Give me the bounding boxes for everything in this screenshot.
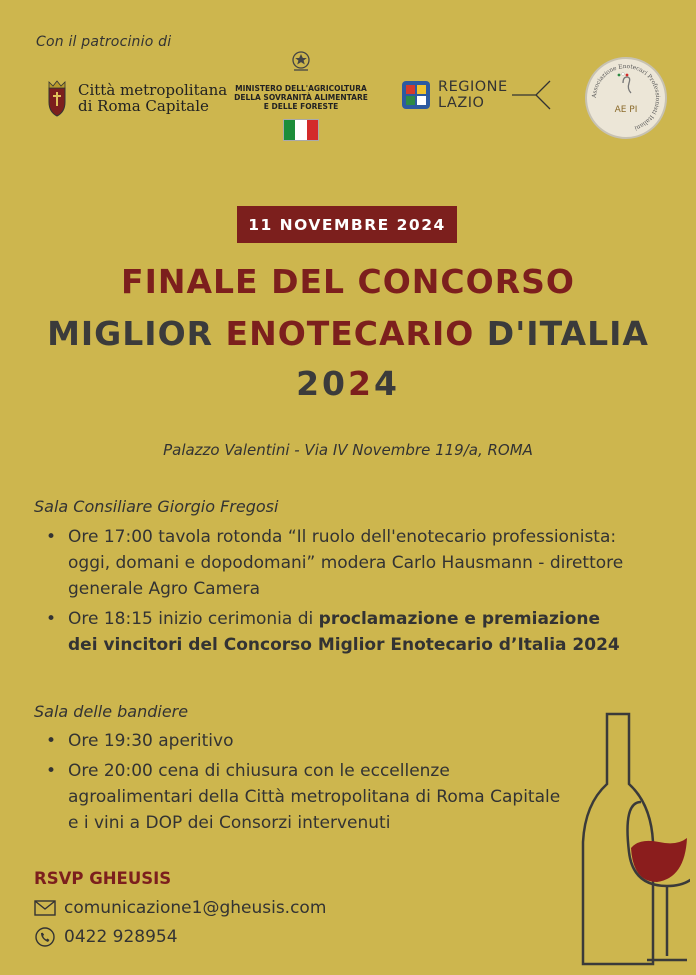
sala1-item2-bold2: dei vincitori del Concorso Miglior Enotecario d’Italia 2024 bbox=[68, 635, 620, 655]
roma-line2: di Roma Capitale bbox=[78, 97, 209, 115]
sala1-item1-line1: • Ore 17:00 tavola rotonda “Il ruolo dell'enotecario professionista: bbox=[68, 527, 617, 547]
phone-icon bbox=[34, 927, 56, 947]
repubblica-emblem-icon bbox=[290, 48, 312, 74]
title-year bbox=[0, 364, 696, 403]
aepi-ring-text: Associazione Enotecari Professionisti Italiani bbox=[591, 63, 661, 131]
contact-email[interactable] bbox=[34, 898, 326, 918]
title-line-2 bbox=[0, 314, 696, 353]
sala2-item2-line2: agroalimentari della Città metropolitana di Roma Capitale bbox=[68, 787, 561, 807]
list-item bbox=[34, 728, 594, 754]
roma-crest-icon bbox=[44, 78, 70, 118]
year-part-a: 20 bbox=[296, 364, 348, 403]
list-item bbox=[34, 758, 594, 836]
lazio-arrow-icon bbox=[510, 78, 554, 112]
ministero-line1: MINISTERO DELL'AGRICOLTURA bbox=[235, 84, 367, 93]
event-date-badge: 11 NOVEMBRE 2024 bbox=[237, 206, 457, 243]
italian-flag-icon bbox=[283, 119, 319, 141]
year-part-c: 4 bbox=[373, 364, 400, 403]
sala1-item2-pre: Ore 18:15 inizio cerimonia di bbox=[68, 609, 319, 629]
lazio-line1: REGIONE bbox=[438, 79, 508, 95]
sala2-item2-line1: • Ore 20:00 cena di chiusura con le eccellenze bbox=[68, 761, 450, 781]
sala1-item1-line2: oggi, domani e dopodomani” modera Carlo Hausmann - direttore bbox=[68, 553, 624, 573]
logo-ministero bbox=[228, 48, 374, 141]
ministero-line2: DELLA SOVRANITÀ ALIMENTARE bbox=[234, 93, 368, 102]
title-line-1: FINALE DEL CONCORSO bbox=[121, 262, 575, 301]
wine-bottle-glass-illustration bbox=[575, 710, 690, 972]
lazio-line2: LAZIO bbox=[438, 95, 485, 111]
roma-line1: Città metropolitana bbox=[78, 81, 228, 99]
email-text[interactable]: comunicazione1@gheusis.com bbox=[64, 898, 327, 918]
sala-bandiere-title: Sala delle bandiere bbox=[34, 702, 189, 721]
sala2-item2-line3: e i vini a DOP dei Consorzi intervenuti bbox=[68, 813, 391, 833]
aepi-initials: AE PI bbox=[614, 105, 638, 115]
sala-bandiere-list bbox=[34, 728, 594, 836]
list-item bbox=[34, 606, 674, 658]
aepi-seal-icon bbox=[587, 59, 665, 137]
envelope-icon bbox=[34, 900, 56, 916]
year-part-b: 2 bbox=[348, 364, 374, 403]
logo-aepi bbox=[585, 57, 667, 139]
title-line-2-c: D'ITALIA bbox=[474, 314, 649, 353]
title-line-2-a: MIGLIOR bbox=[47, 314, 226, 353]
patrocinio-label: Con il patrocinio di bbox=[36, 34, 172, 50]
logo-regione-lazio bbox=[400, 78, 554, 112]
phone-text[interactable]: 0422 928954 bbox=[64, 927, 178, 947]
title-line-2-b: ENOTECARIO bbox=[225, 314, 475, 353]
ministero-line3: E DELLE FORESTE bbox=[263, 102, 339, 111]
regione-lazio-crest-icon bbox=[400, 79, 432, 111]
contact-phone[interactable] bbox=[34, 927, 178, 947]
event-venue: Palazzo Valentini - Via IV Novembre 119/a, ROMA bbox=[163, 441, 533, 459]
sala-consiliare-list bbox=[34, 524, 674, 658]
svg-text:Associazione Enotecari Profess bbox=[592, 64, 660, 131]
sala1-item1-line3: generale Agro Camera bbox=[68, 579, 261, 599]
sala1-item2-bold1: proclamazione e premiazione bbox=[318, 609, 600, 629]
list-item bbox=[34, 524, 674, 602]
sala2-item1: • Ore 19:30 aperitivo bbox=[68, 731, 234, 751]
rsvp-label: RSVP GHEUSIS bbox=[34, 869, 172, 888]
logo-roma-capitale bbox=[44, 78, 227, 118]
sala-consiliare-title: Sala Consiliare Giorgio Fregosi bbox=[34, 497, 279, 516]
